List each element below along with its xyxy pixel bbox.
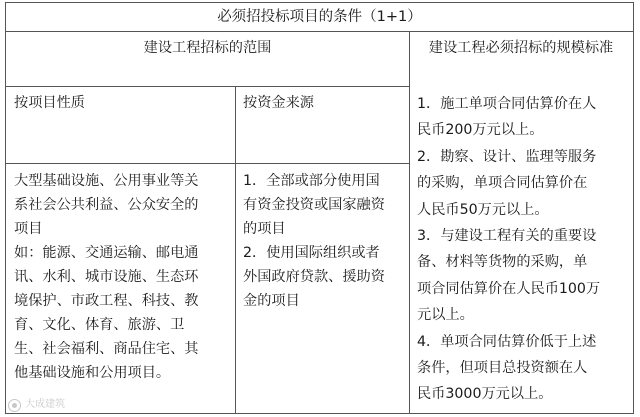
nature-line: 育、文化、体育、旅游、卫 — [14, 317, 185, 333]
rule-below-subheaders — [6, 163, 409, 164]
scale-line: 备、材料等货物的采购，单 — [417, 254, 588, 271]
by-funding-header: 按资金来源 — [243, 95, 314, 111]
rule-nature-funding — [235, 86, 236, 413]
watermark — [8, 398, 65, 412]
scale-header: 建设工程必须招标的规模标准 — [428, 40, 614, 56]
nature-line: 项目 — [14, 221, 43, 237]
scale-line: 民币200万元以上。 — [417, 122, 544, 139]
scale-line: 的采购，单项合同估算价在 — [417, 175, 588, 192]
table-title: 必须招投标项目的条件（1+1） — [217, 9, 422, 25]
funding-line: 2．使用国际组织或者 — [243, 245, 380, 261]
watermark-logo-icon — [8, 399, 21, 412]
rule-below-scope-header — [6, 86, 409, 87]
scale-line: 民币3000万元以上。 — [417, 386, 553, 403]
scale-line: 4．单项合同估算价低于上述 — [417, 333, 597, 350]
funding-line: 的项目 — [243, 221, 286, 237]
scale-content — [417, 91, 631, 408]
nature-line: 系社会公共利益、公众安全的 — [14, 197, 199, 213]
nature-line: 讯、水利、城市设施、生态环 — [14, 269, 199, 285]
nature-content — [14, 169, 232, 385]
nature-line: 如：能源、交通运输、邮电通 — [14, 245, 199, 261]
scale-line: 人民币50万元以上。 — [417, 201, 549, 218]
scale-line: 项合同估算价在人民币100万 — [417, 280, 601, 297]
scale-line: 条件，但项目总投资额在人 — [417, 360, 588, 377]
nature-line: 境保护、市政工程、科技、教 — [14, 293, 199, 309]
funding-line: 金的项目 — [243, 293, 300, 309]
rule-scope-scale — [409, 31, 410, 413]
scale-line: 2．勘察、设计、监理等服务 — [417, 148, 597, 165]
scope-header: 建设工程招标的范围 — [143, 40, 272, 56]
rule-below-title — [6, 31, 633, 32]
funding-line: 外国政府贷款、援助资 — [243, 269, 385, 285]
funding-line: 1．全部或部分使用国 — [243, 173, 380, 189]
nature-line: 他基础设施和公用项目。 — [14, 365, 171, 381]
watermark-text: 大成建筑 — [25, 399, 65, 410]
scale-line: 3．与建设工程有关的重要设 — [417, 228, 597, 245]
nature-line: 大型基础设施、公用事业等关 — [14, 173, 199, 189]
conditions-table — [5, 2, 634, 414]
nature-line: 生、社会福利、商品住宅、其 — [14, 341, 199, 357]
funding-content — [243, 169, 409, 313]
scale-line: 1．施工单项合同估算价在人 — [417, 96, 597, 112]
scale-line: 元以上。 — [417, 307, 474, 324]
by-nature-header: 按项目性质 — [14, 95, 85, 111]
funding-line: 有资金投资或国家融资 — [243, 197, 385, 213]
